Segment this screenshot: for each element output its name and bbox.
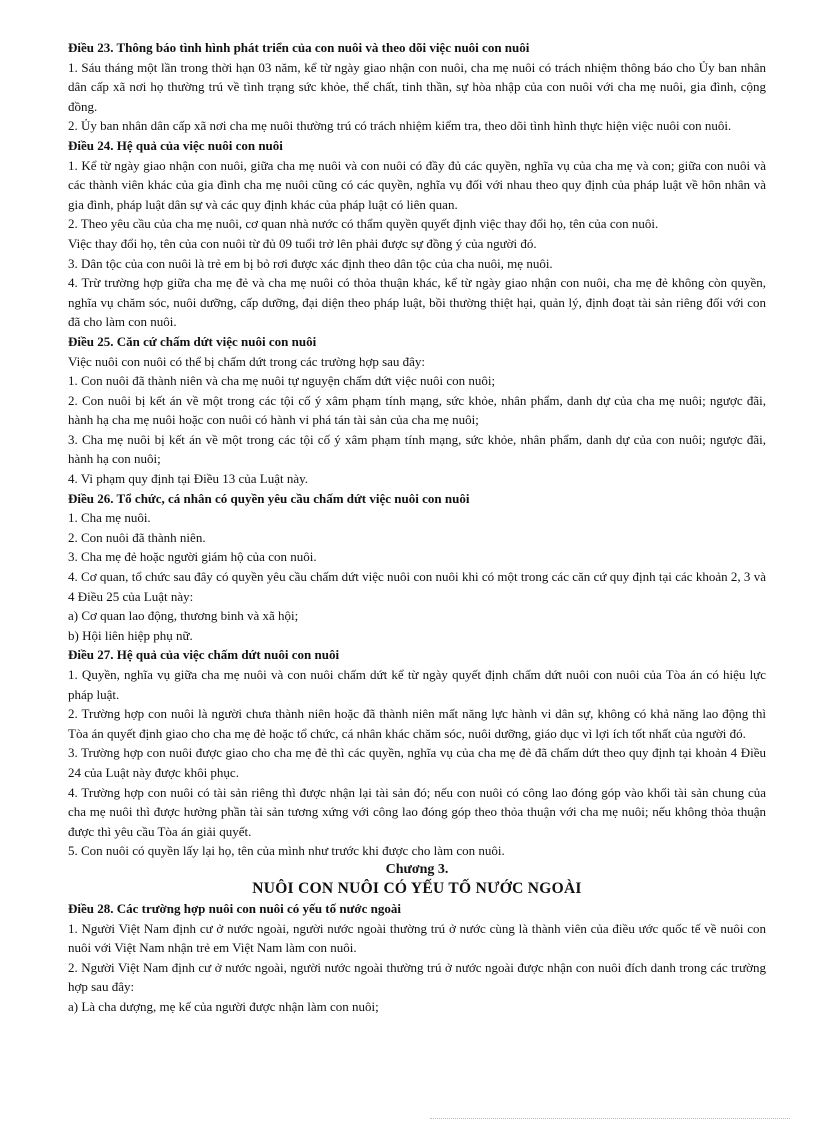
paragraph: 3. Cha mẹ đẻ hoặc người giám hộ của con nuôi. bbox=[68, 549, 317, 565]
article-heading: Điều 26. Tổ chức, cá nhân có quyền yêu cầu chấm dứt việc nuôi con nuôi bbox=[68, 490, 470, 506]
paragraph: a) Cơ quan lao động, thương binh và xã hội; bbox=[68, 608, 299, 624]
article-heading: Điều 25. Căn cứ chấm dứt việc nuôi con nuôi bbox=[68, 333, 317, 349]
paragraph: 3. Trường hợp con nuôi được giao cho cha mẹ đẻ thì các quyền, nghĩa vụ của cha mẹ đẻ đã chấm dứt theo quy định tại khoản 4 Điều 24 của Luật này được khôi phục. bbox=[68, 745, 766, 780]
article-heading: Điều 24. Hệ quả của việc nuôi con nuôi bbox=[68, 137, 283, 153]
paragraph: 3. Cha mẹ nuôi bị kết án về một trong các tội cố ý xâm phạm tính mạng, sức khỏe, nhân phẩm, danh dự của con nuôi; ngược đãi, hành hạ con nuôi; bbox=[68, 431, 766, 467]
paragraph: 4. Trừ trường hợp giữa cha mẹ đẻ và cha mẹ nuôi có thỏa thuận khác, kể từ ngày giao nhận con nuôi, cha mẹ đẻ không còn quyền, nghĩa vụ chăm sóc, nuôi dưỡng, cấp dưỡng, đại diện theo pháp luật, bồi thường thiệt hại, quản lý, định đoạt tài sản riêng đối với con đã cho làm con nuôi. bbox=[68, 275, 766, 330]
paragraph: 1. Kể từ ngày giao nhận con nuôi, giữa cha mẹ nuôi và con nuôi có đầy đủ các quyền, nghĩa vụ của cha mẹ và con; giữa con nuôi và các thành viên khác của gia đình cha mẹ nuôi cũng có các quyền, nghĩa vụ đối với nhau theo quy định của pháp luật về hôn nhân và gia đình, pháp luật dân sự và các quy định khác của pháp luật có liên quan. bbox=[68, 157, 766, 212]
paragraph: 2. Trường hợp con nuôi là người chưa thành niên hoặc đã thành niên mất năng lực hành vi dân sự, không có khả năng lao động thì Tòa án quyết định giao cho cha mẹ đẻ hoặc tổ chức, cá nhân khác chăm sóc, nuôi dưỡng, giáo dục vì lợi ích tốt nhất của người đó. bbox=[68, 706, 766, 741]
article-heading: Điều 28. Các trường hợp nuôi con nuôi có yếu tố nước ngoài bbox=[68, 900, 401, 916]
paragraph: 2. Ủy ban nhân dân cấp xã nơi cha mẹ nuôi thường trú có trách nhiệm kiểm tra, theo dõi tình hình thực hiện việc nuôi con nuôi. bbox=[68, 118, 732, 134]
chapter-heading: NUÔI CON NUÔI CÓ YẾU TỐ NƯỚC NGOÀI bbox=[252, 879, 582, 897]
paragraph: 3. Dân tộc của con nuôi là trẻ em bị bỏ rơi được xác định theo dân tộc của cha nuôi, mẹ nuôi. bbox=[68, 255, 553, 271]
paragraph: 4. Cơ quan, tổ chức sau đây có quyền yêu cầu chấm dứt việc nuôi con nuôi khi có một trong các căn cứ quy định tại các khoản 2, 3 và 4 Điều 25 của Luật này: bbox=[68, 569, 766, 604]
paragraph: 4. Trường hợp con nuôi có tài sản riêng thì được nhận lại tài sản đó; nếu con nuôi có công lao đóng góp vào khối tài sản chung của cha mẹ nuôi thì được hưởng phần tài sản tương xứng với công lao đóng góp theo thỏa thuận với cha mẹ nuôi; nếu không thỏa thuận được thì yêu cầu Tòa án giải quyết. bbox=[68, 784, 766, 839]
paragraph: 1. Sáu tháng một lần trong thời hạn 03 năm, kể từ ngày giao nhận con nuôi, cha mẹ nuôi có trách nhiệm thông báo cho Ủy ban nhân dân cấp xã nơi họ thường trú về tình trạng sức khỏe, thể chất, tinh thần, sự hòa nhập của con nuôi với cha mẹ nuôi, gia đình, cộng đồng. bbox=[68, 59, 766, 114]
paragraph: 2. Con nuôi bị kết án về một trong các tội cố ý xâm phạm tính mạng, sức khỏe, nhân phẩm, danh dự của cha mẹ nuôi; ngược đãi, hành hạ cha mẹ nuôi hoặc con nuôi có hành vi phá tán tài sản của cha mẹ nuôi; bbox=[68, 392, 766, 428]
paragraph: b) Hội liên hiệp phụ nữ. bbox=[68, 627, 193, 643]
paragraph: 4. Vi phạm quy định tại Điều 13 của Luật này. bbox=[68, 471, 309, 487]
paragraph: Việc nuôi con nuôi có thể bị chấm dứt trong các trường hợp sau đây: bbox=[68, 353, 426, 369]
paragraph: 1. Quyền, nghĩa vụ giữa cha mẹ nuôi và con nuôi chấm dứt kể từ ngày quyết định chấm dứt nuôi con nuôi của Tòa án có hiệu lực pháp luật. bbox=[68, 667, 766, 702]
paragraph: 1. Cha mẹ nuôi. bbox=[68, 510, 151, 526]
chapter-heading: Chương 3. bbox=[385, 861, 449, 877]
paragraph: a) Là cha dượng, mẹ kế của người được nhận làm con nuôi; bbox=[68, 998, 379, 1014]
paragraph: 2. Con nuôi đã thành niên. bbox=[68, 529, 206, 545]
paragraph: 2. Người Việt Nam định cư ở nước ngoài, người nước ngoài thường trú ở nước ngoài được nhận con nuôi đích danh trong các trường hợp sau đây: bbox=[68, 959, 766, 995]
footer-dotted-rule bbox=[430, 1118, 790, 1119]
article-heading: Điều 23. Thông báo tình hình phát triển của con nuôi và theo dõi việc nuôi con nuôi bbox=[68, 40, 530, 55]
paragraph: 1. Con nuôi đã thành niên và cha mẹ nuôi tự nguyện chấm dứt việc nuôi con nuôi; bbox=[68, 373, 496, 389]
paragraph: Việc thay đổi họ, tên của con nuôi từ đủ 09 tuổi trở lên phải được sự đồng ý của người đó. bbox=[68, 235, 537, 251]
article-heading: Điều 27. Hệ quả của việc chấm dứt nuôi con nuôi bbox=[68, 647, 340, 663]
paragraph: 5. Con nuôi có quyền lấy lại họ, tên của mình như trước khi được cho làm con nuôi. bbox=[68, 843, 505, 859]
paragraph: 2. Theo yêu cầu của cha mẹ nuôi, cơ quan nhà nước có thẩm quyền quyết định việc thay đổi họ, tên của con nuôi. bbox=[68, 216, 659, 232]
document-page bbox=[68, 38, 766, 1017]
paragraph: 1. Người Việt Nam định cư ở nước ngoài, người nước ngoài thường trú ở nước cùng là thành viên của điều ước quốc tế về nuôi con nuôi với Việt Nam nhận trẻ em Việt Nam làm con nuôi. bbox=[68, 920, 766, 956]
